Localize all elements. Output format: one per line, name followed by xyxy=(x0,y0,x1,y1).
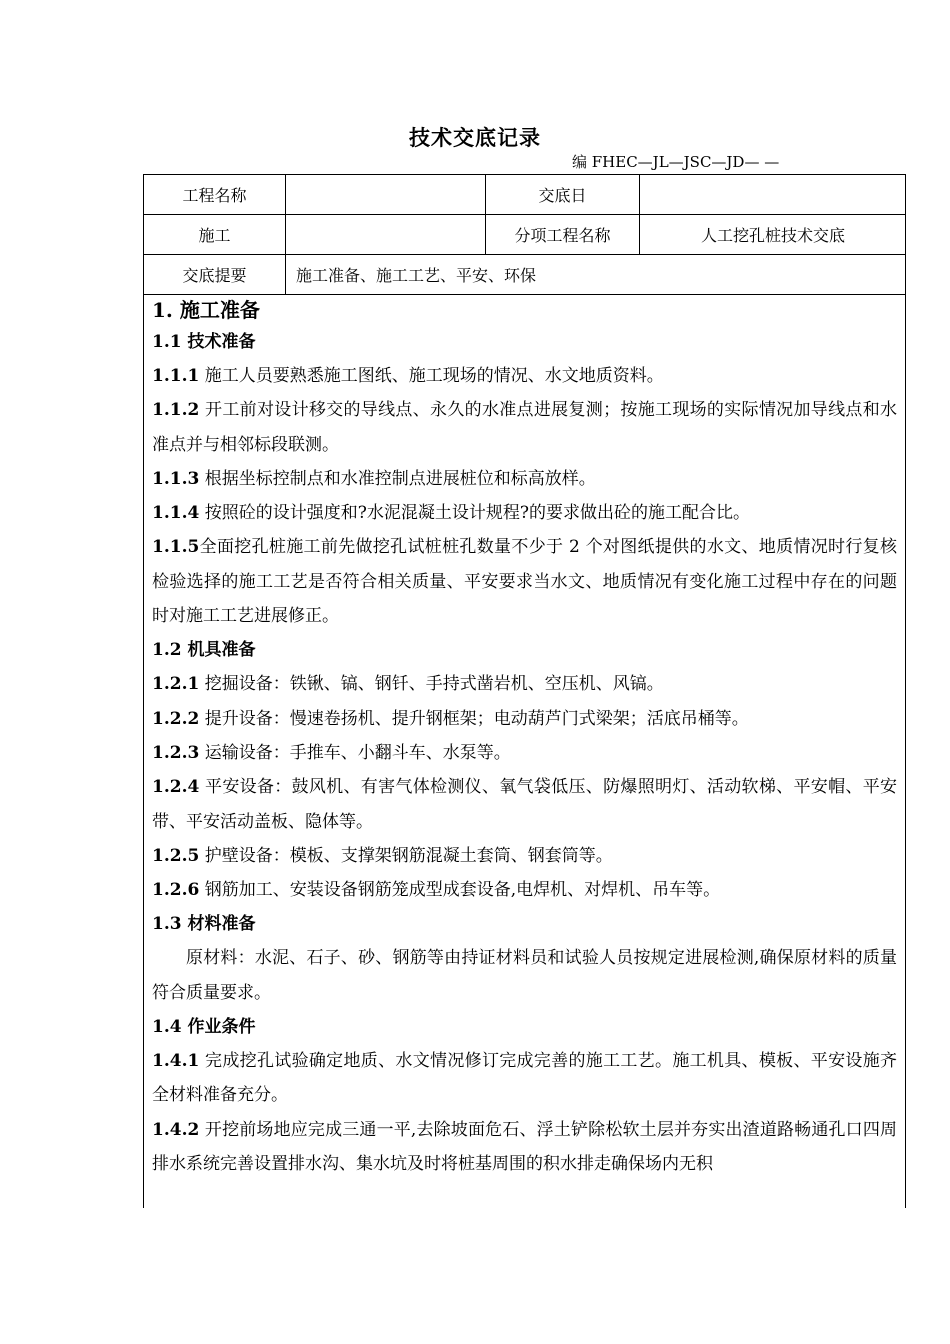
clause-text: 全面挖孔桩施工前先做挖孔试桩桩孔数量不少于 2 个对图纸提供的水文、地质情况时行复核检验选择的施工工艺是否符合相关质量、平安要求当水文、地质情况有变化施工过程中存在的问题时对施工工艺进展修正。 xyxy=(152,537,897,627)
record-sheet xyxy=(143,174,906,1208)
section-heading: 1. 施工准备 xyxy=(152,298,260,322)
paragraph: 原材料：水泥、石子、砂、钢筋等由持证材料员和试验人员按规定进展检测,确保原材料的质量符合质量要求。 xyxy=(152,948,897,1003)
document-body xyxy=(144,295,905,1181)
subsection-heading: 1.2 机具准备 xyxy=(152,640,256,661)
summary-value: 施工准备、施工工艺、平安、环保 xyxy=(286,255,907,295)
paragraph xyxy=(152,839,897,873)
paragraph xyxy=(152,702,897,736)
sub-project-value: 人工挖孔桩技术交底 xyxy=(640,215,907,255)
paragraph xyxy=(152,462,897,496)
project-name-label: 工程名称 xyxy=(144,175,286,215)
clause-text: 完成挖孔试验确定地质、水文情况修订完成完善的施工工艺。施工机具、模板、平安设施齐全材料准备充分。 xyxy=(152,1051,897,1106)
paragraph xyxy=(152,530,897,633)
paragraph xyxy=(152,496,897,530)
clause-number: 1.2.2 xyxy=(152,708,200,729)
clause-text: 挖掘设备：铁锹、镐、钢钎、手持式凿岩机、空压机、风镐。 xyxy=(199,674,664,695)
header-row-construction xyxy=(144,215,907,255)
paragraph xyxy=(152,873,897,907)
clause-number: 1.1.4 xyxy=(152,503,200,524)
clause-number: 1.2.1 xyxy=(152,674,200,695)
clause-text: 开挖前场地应完成三通一平,去除坡面危石、浮土铲除松软土层并夯实出渣道路畅通孔口四周排水系统完善设置排水沟、集水坑及时将桩基周围的积水排走确保场内无积 xyxy=(152,1119,897,1174)
clause-number: 1.2.6 xyxy=(152,880,200,901)
clause-number: 1.2.5 xyxy=(152,845,200,866)
document-code: 编 FHEC—JL—JSC—JD— — xyxy=(572,153,780,171)
clause-text: 护壁设备：模板、支撑架钢筋混凝土套筒、钢套筒等。 xyxy=(199,845,613,866)
handover-date-label: 交底日 xyxy=(486,175,640,215)
clause-number: 1.1.5 xyxy=(152,537,200,558)
subsection-heading: 1.3 材料准备 xyxy=(152,914,256,935)
clause-text: 钢筋加工、安装设备钢筋笼成型成套设备,电焊机、对焊机、吊车等。 xyxy=(199,880,721,901)
paragraph xyxy=(152,736,897,770)
clause-text: 按照砼的设计强度和?水泥混凝土设计规程?的要求做出砼的施工配合比。 xyxy=(199,503,750,524)
project-name-value xyxy=(286,175,486,215)
subsection-heading: 1.1 技术准备 xyxy=(152,332,256,352)
sub-project-label: 分项工程名称 xyxy=(486,215,640,255)
page-title: 技术交底记录 xyxy=(409,125,541,150)
handover-date-value xyxy=(640,175,907,215)
paragraph xyxy=(152,770,897,839)
clause-number: 1.4.2 xyxy=(152,1119,200,1140)
clause-text: 根据坐标控制点和水准控制点进展桩位和标高放样。 xyxy=(199,468,596,489)
clause-text: 开工前对设计移交的导线点、永久的水准点进展复测；按施工现场的实际情况加导线点和水准点并与相邻标段联测。 xyxy=(152,400,897,455)
construction-label: 施工 xyxy=(144,215,286,255)
clause-number: 1.1.3 xyxy=(152,468,200,489)
header-table xyxy=(143,174,906,295)
clause-number: 1.2.3 xyxy=(152,742,200,763)
clause-text: 施工人员要熟悉施工图纸、施工现场的情况、水文地质资料。 xyxy=(199,366,664,386)
clause-number: 1.1.1 xyxy=(152,366,200,386)
header-row-summary xyxy=(144,255,907,295)
paragraph xyxy=(152,393,897,462)
subsection-heading: 1.4 作业条件 xyxy=(152,1017,256,1038)
clause-number: 1.2.4 xyxy=(152,777,200,798)
paragraph xyxy=(152,1044,897,1113)
construction-value xyxy=(286,215,486,255)
paragraph xyxy=(152,359,897,393)
clause-number: 1.1.2 xyxy=(152,400,200,421)
paragraph xyxy=(152,1113,897,1182)
paragraph xyxy=(152,667,897,701)
header-row-project xyxy=(144,175,907,215)
clause-text: 平安设备：鼓风机、有害气体检测仪、氧气袋低压、防爆照明灯、活动软梯、平安帽、平安带、平安活动盖板、隐体等。 xyxy=(152,777,897,832)
clause-text: 运输设备：手推车、小翻斗车、水泵等。 xyxy=(199,742,511,763)
summary-label: 交底提要 xyxy=(144,255,286,295)
clause-text: 提升设备：慢速卷扬机、提升钢框架；电动葫芦门式梁架；活底吊桶等。 xyxy=(199,708,749,729)
clause-number: 1.4.1 xyxy=(152,1051,200,1072)
